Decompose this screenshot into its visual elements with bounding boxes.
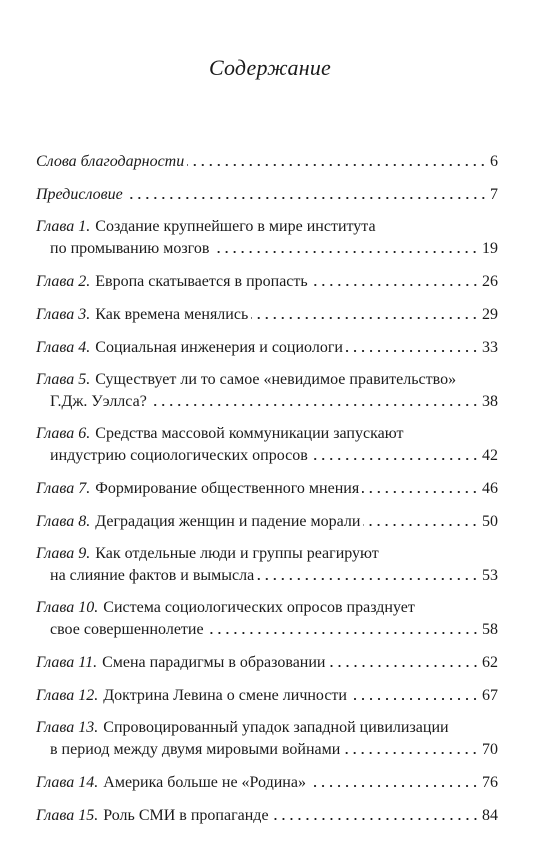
toc-entry-line [36, 543, 498, 564]
dot-leader [187, 151, 487, 167]
toc-entry-title: Система социологических опросов празднует [103, 599, 415, 616]
dot-leader [309, 772, 479, 788]
toc-entry [36, 216, 498, 259]
toc-entry-title: Г.Дж. Уэллса? [50, 393, 147, 410]
toc-entry [36, 543, 498, 586]
toc-page-number: 29 [482, 306, 498, 323]
toc-entry-title: в период между двумя мировыми войнами [50, 741, 341, 758]
toc-entry [36, 336, 498, 358]
toc-entry-line [36, 270, 498, 292]
toc-entry-line [36, 336, 498, 358]
toc-entry-line [36, 237, 498, 259]
toc-entry-label: Глава 10. [36, 599, 99, 616]
toc-page-number: 67 [482, 687, 498, 704]
toc-entry-title: по промыванию мозгов [50, 240, 210, 257]
dot-leader [346, 337, 479, 353]
dot-leader [311, 445, 479, 461]
toc-entry [36, 771, 498, 793]
dot-leader [251, 304, 479, 320]
toc-entry-label: Глава 4. [36, 339, 91, 356]
toc-entry-line [36, 303, 498, 325]
toc-entry-line [36, 564, 498, 586]
toc-entry-label: Глава 1. [36, 218, 91, 235]
toc-entry-title: Формирование общественного мнения [95, 480, 360, 497]
toc-entry-title: Социальная инженерия и социологи [95, 339, 343, 356]
toc-entry [36, 717, 498, 760]
dot-leader [343, 739, 479, 755]
dot-leader [126, 184, 487, 200]
dot-leader [362, 478, 479, 494]
toc-entry-title: Роль СМИ в пропаганде [103, 807, 269, 824]
toc-page-number: 7 [490, 186, 498, 203]
toc-entry-title: на слияние фактов и вымысла [50, 567, 255, 584]
toc-entry [36, 183, 498, 205]
toc-entry-line [36, 510, 498, 532]
toc-entry-line [36, 771, 498, 793]
toc-entry-title: Как отдельные люди и группы реагируют [95, 545, 379, 562]
toc-page-number: 42 [482, 447, 498, 464]
toc-entry-line [36, 369, 498, 390]
toc-entry-label: Глава 3. [36, 306, 91, 323]
table-of-contents [36, 150, 498, 837]
toc-page-number: 46 [482, 480, 498, 497]
dot-leader [272, 805, 479, 821]
toc-entry-title: Европа скатывается в пропасть [95, 273, 308, 290]
toc-entry [36, 369, 498, 412]
toc-entry [36, 423, 498, 466]
toc-entry-line [36, 738, 498, 760]
toc-entry-label: Глава 7. [36, 480, 91, 497]
toc-entry-line [36, 444, 498, 466]
toc-page-number: 58 [482, 621, 498, 638]
toc-entry-label: Глава 12. [36, 687, 99, 704]
toc-entry-title: Средства массовой коммуникации запускают [95, 425, 404, 442]
toc-entry-line [36, 684, 498, 706]
dot-leader [363, 511, 479, 527]
toc-entry-label: Глава 13. [36, 719, 99, 736]
toc-entry [36, 303, 498, 325]
toc-page-number: 26 [482, 273, 498, 290]
dot-leader [212, 238, 479, 254]
toc-entry-line [36, 216, 498, 237]
toc-entry-title: Создание крупнейшего в мире института [95, 218, 376, 235]
toc-page-number: 38 [482, 393, 498, 410]
toc-entry-line [36, 597, 498, 618]
toc-entry-title: Как времена менялись [95, 306, 249, 323]
toc-entry-title: Существует ли то самое «невидимое правительство» [95, 371, 457, 388]
toc-entry-line [36, 150, 498, 172]
toc-entry [36, 651, 498, 673]
toc-page-number: 33 [482, 339, 498, 356]
toc-entry [36, 597, 498, 640]
toc-entry [36, 510, 498, 532]
toc-entry-line [36, 390, 498, 412]
dot-leader [329, 652, 480, 668]
toc-entry-title: Доктрина Левина о смене личности [103, 687, 347, 704]
toc-page-number: 53 [482, 567, 498, 584]
dot-leader [257, 565, 479, 581]
toc-entry-label: Глава 11. [36, 654, 98, 671]
toc-entry-label: Глава 9. [36, 545, 91, 562]
toc-entry-line [36, 651, 498, 673]
toc-entry-label: Глава 2. [36, 273, 91, 290]
toc-entry-label: Глава 5. [36, 371, 91, 388]
toc-page-number: 84 [482, 807, 498, 824]
toc-entry-line [36, 183, 498, 205]
toc-entry [36, 270, 498, 292]
toc-entry-label: Глава 8. [36, 513, 91, 530]
toc-entry-title: Деградация женщин и падение морали [95, 513, 361, 530]
toc-page-number: 19 [482, 240, 498, 257]
dot-leader [350, 685, 479, 701]
dot-leader [311, 271, 479, 287]
toc-entry-label: Слова благодарности [36, 153, 185, 170]
toc-entry-title: Спровоцированный упадок западной цивилизации [103, 719, 449, 736]
toc-entry-title: свое совершеннолетие [50, 621, 204, 638]
toc-entry-label: Предисловие [36, 186, 123, 203]
toc-entry-label: Глава 6. [36, 425, 91, 442]
toc-entry-title: Смена парадигмы в образовании [102, 654, 326, 671]
toc-entry [36, 477, 498, 499]
dot-leader [207, 619, 479, 635]
toc-page-number: 70 [482, 741, 498, 758]
toc-entry [36, 804, 498, 826]
toc-entry-line [36, 423, 498, 444]
dot-leader [150, 391, 479, 407]
toc-page-number: 76 [482, 774, 498, 791]
toc-entry-title: индустрию социологических опросов [50, 447, 308, 464]
toc-entry-line [36, 477, 498, 499]
toc-page-number: 62 [482, 654, 498, 671]
toc-entry-label: Глава 14. [36, 774, 99, 791]
toc-entry-label: Глава 15. [36, 807, 99, 824]
page-title: Содержание [208, 55, 331, 80]
toc-entry-title: Америка больше не «Родина» [103, 774, 306, 791]
toc-page-number: 6 [490, 153, 498, 170]
toc-entry [36, 150, 498, 172]
toc-entry [36, 684, 498, 706]
toc-page-number: 50 [482, 513, 498, 530]
toc-entry-line [36, 618, 498, 640]
toc-entry-line [36, 804, 498, 826]
toc-entry-line [36, 717, 498, 738]
